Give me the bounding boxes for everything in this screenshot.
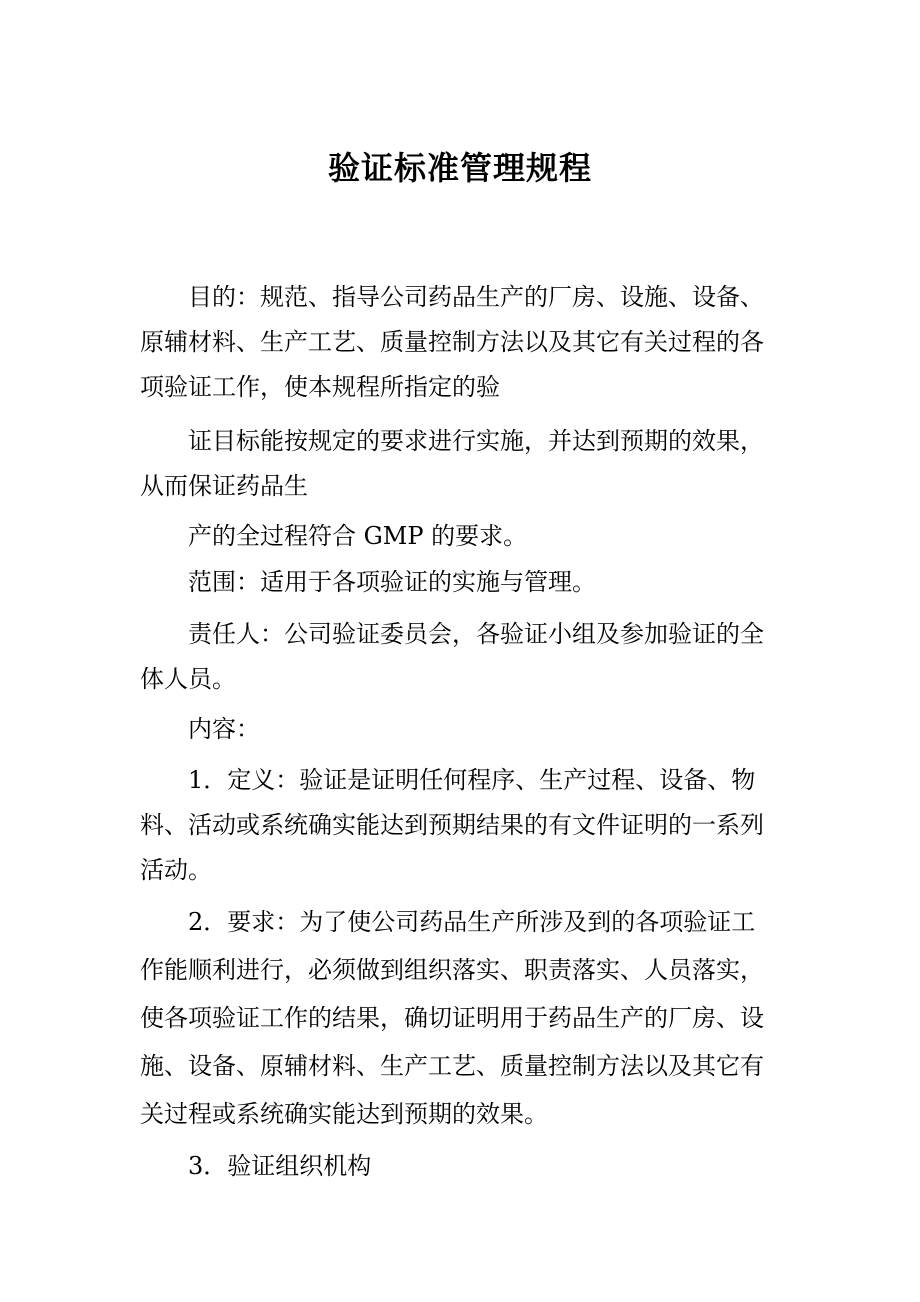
scope-line: 范围：适用于各项验证的实施与管理。: [188, 568, 596, 596]
purpose-line-1: 目的：规范、指导公司药品生产的厂房、设施、设备、: [188, 283, 764, 311]
content-heading: 内容：: [188, 715, 260, 743]
definition-line-2: 料、活动或系统确实能达到预期结果的有文件证明的一系列: [140, 811, 764, 839]
responsible-line-2: 体人员。: [140, 665, 236, 693]
document-title: 验证标准管理规程: [327, 149, 592, 187]
definition-line-3: 活动。: [140, 856, 212, 884]
requirement-line-4: 施、设备、原辅材料、生产工艺、质量控制方法以及其它有: [140, 1052, 764, 1080]
definition-line-1: 1．定义：验证是证明任何程序、生产过程、设备、物: [188, 766, 756, 794]
requirement-line-5: 关过程或系统确实能达到预期的效果。: [140, 1100, 548, 1128]
requirement-line-1: 2．要求：为了使公司药品生产所涉及到的各项验证工: [188, 908, 756, 936]
requirement-line-2: 作能顺利进行，必须做到组织落实、职责落实、人员落实，: [140, 956, 764, 984]
requirement-line-3: 使各项验证工作的结果，确切证明用于药品生产的厂房、设: [140, 1004, 764, 1032]
responsible-line-1: 责任人：公司验证委员会，各验证小组及参加验证的全: [188, 620, 764, 648]
organization-heading: 3．验证组织机构: [188, 1152, 372, 1180]
purpose-line-6: 产的全过程符合 GMP 的要求。: [188, 522, 528, 550]
purpose-line-2: 原辅材料、生产工艺、质量控制方法以及其它有关过程的各: [140, 328, 764, 356]
purpose-line-3: 项验证工作，使本规程所指定的验: [140, 373, 500, 401]
purpose-line-5: 从而保证药品生: [140, 472, 308, 500]
purpose-line-4: 证目标能按规定的要求进行实施，并达到预期的效果，: [188, 427, 764, 455]
